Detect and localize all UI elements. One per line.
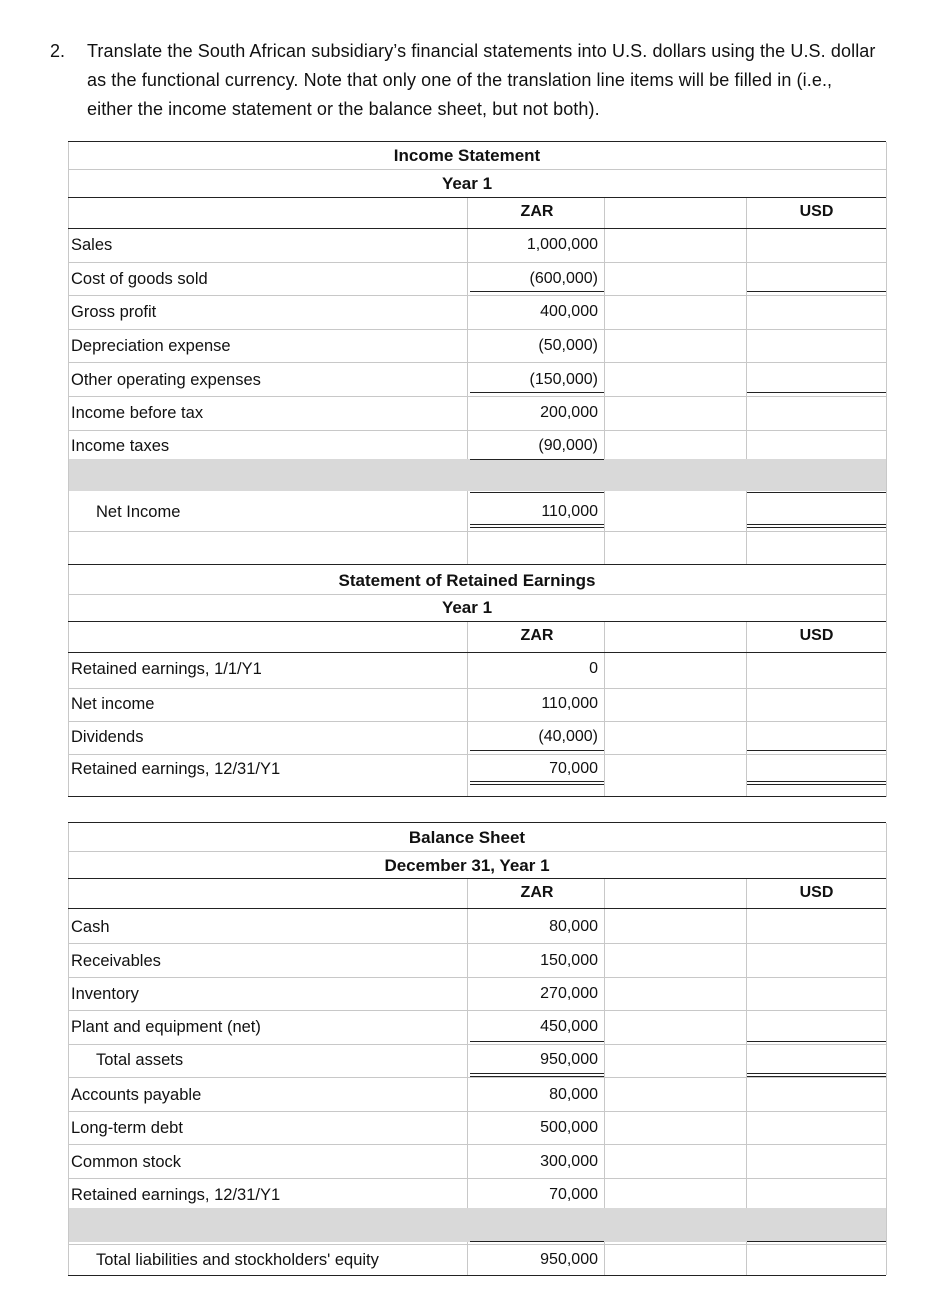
zar-amount: 300,000: [540, 1153, 598, 1170]
income-statement-zar-header: ZAR: [520, 203, 554, 220]
zar-amount: 400,000: [540, 303, 598, 320]
shaded-separator-row: [69, 459, 886, 491]
income-statement-title: Income Statement: [393, 146, 541, 165]
usd-input-cell[interactable]: [747, 1147, 886, 1177]
table-row-label: Accounts payable: [71, 1086, 202, 1104]
balance-sheet-title: Balance Sheet: [408, 828, 526, 847]
table-row-label: Retained earnings, 1/1/Y1: [71, 660, 262, 678]
zar-amount: 1,000,000: [526, 236, 598, 253]
zar-amount: (50,000): [538, 337, 598, 354]
total-assets-zar: 950,000: [540, 1051, 598, 1068]
balance-sheet-subtitle: December 31, Year 1: [384, 856, 550, 875]
income-statement-subtitle: Year 1: [441, 174, 493, 193]
table-row-label: Income taxes: [71, 437, 170, 455]
usd-input-cell[interactable]: [747, 230, 886, 260]
table-row-label: Cost of goods sold: [71, 270, 208, 288]
table-row-label: Depreciation expense: [71, 337, 231, 355]
table-row-label: Retained earnings, 12/31/Y1: [71, 1186, 281, 1204]
zar-amount: 80,000: [549, 1086, 598, 1103]
usd-input-cell[interactable]: [747, 398, 886, 428]
zar-amount: 200,000: [540, 404, 598, 421]
income-statement-usd-header: USD: [799, 203, 834, 220]
zar-amount: 500,000: [540, 1119, 598, 1136]
retained-earnings-title: Statement of Retained Earnings: [338, 571, 596, 590]
usd-input-cell[interactable]: [747, 1113, 886, 1143]
zar-amount: 70,000: [549, 760, 598, 777]
usd-input-cell[interactable]: [747, 1012, 886, 1042]
zar-amount: 110,000: [541, 695, 598, 712]
table-row-label: Income before tax: [71, 404, 204, 422]
net-income-zar: 110,000: [541, 503, 598, 520]
net-income-label: Net Income: [96, 503, 181, 521]
zar-amount: (600,000): [529, 270, 598, 287]
usd-input-cell[interactable]: [747, 946, 886, 976]
question-text-line-1: Translate the South African subsidiary’s financial statements into U.S. dollars using the U.S. dollar: [87, 41, 876, 61]
usd-input-cell[interactable]: [747, 722, 886, 752]
usd-input-cell[interactable]: [747, 1045, 886, 1075]
zar-amount: 270,000: [540, 985, 598, 1002]
balance-sheet-zar-header: ZAR: [520, 884, 554, 901]
table-row-label: Common stock: [71, 1153, 182, 1171]
usd-input-cell[interactable]: [747, 331, 886, 361]
usd-input-cell[interactable]: [747, 912, 886, 942]
usd-input-cell[interactable]: [747, 689, 886, 719]
table-row-label: Sales: [71, 236, 113, 254]
usd-input-cell[interactable]: [747, 1080, 886, 1110]
table-row-label: Retained earnings, 12/31/Y1: [71, 760, 281, 778]
zar-amount: (90,000): [538, 437, 598, 454]
usd-input-cell[interactable]: [747, 979, 886, 1009]
question-number: 2.: [50, 41, 66, 61]
table-row-label: Dividends: [71, 728, 144, 746]
usd-input-cell[interactable]: [747, 1180, 886, 1210]
retained-earnings-subtitle: Year 1: [441, 598, 493, 617]
zar-amount: (40,000): [538, 728, 598, 745]
usd-input-cell[interactable]: [747, 297, 886, 327]
zar-amount: 70,000: [549, 1186, 598, 1203]
table-row-label: Cash: [71, 918, 110, 936]
question-text-line-3: either the income statement or the balance sheet, but not both).: [87, 99, 600, 119]
table-row-label: Receivables: [71, 952, 161, 970]
total-assets-label: Total assets: [96, 1051, 184, 1069]
table-row-label: Long-term debt: [71, 1119, 183, 1137]
usd-input-cell[interactable]: [747, 655, 886, 685]
retained-earnings-usd-header: USD: [799, 627, 834, 644]
table-row-label: Plant and equipment (net): [71, 1018, 261, 1036]
zar-amount: 80,000: [549, 918, 598, 935]
usd-input-cell[interactable]: [747, 364, 886, 394]
usd-input-cell[interactable]: [747, 431, 886, 461]
total-liabilities-equity-label: Total liabilities and stockholders' equity: [96, 1251, 379, 1269]
usd-input-cell[interactable]: [747, 1246, 886, 1276]
usd-input-cell[interactable]: [747, 263, 886, 293]
balance-sheet-usd-header: USD: [799, 884, 834, 901]
zar-amount: 450,000: [540, 1018, 598, 1035]
zar-amount: (150,000): [529, 371, 598, 388]
shaded-separator-row: [69, 1208, 886, 1242]
zar-amount: 150,000: [540, 952, 598, 969]
table-row-label: Other operating expenses: [71, 371, 261, 389]
table-row-label: Inventory: [71, 985, 139, 1003]
table-row-label: Gross profit: [71, 303, 157, 321]
usd-input-cell[interactable]: [747, 497, 886, 527]
table-row-label: Net income: [71, 695, 155, 713]
retained-earnings-zar-header: ZAR: [520, 627, 554, 644]
question-text-line-2: as the functional currency. Note that only one of the translation line items will be filled in (i.e.,: [87, 70, 833, 90]
zar-amount: 0: [589, 660, 598, 677]
total-liabilities-equity-zar: 950,000: [540, 1251, 598, 1268]
